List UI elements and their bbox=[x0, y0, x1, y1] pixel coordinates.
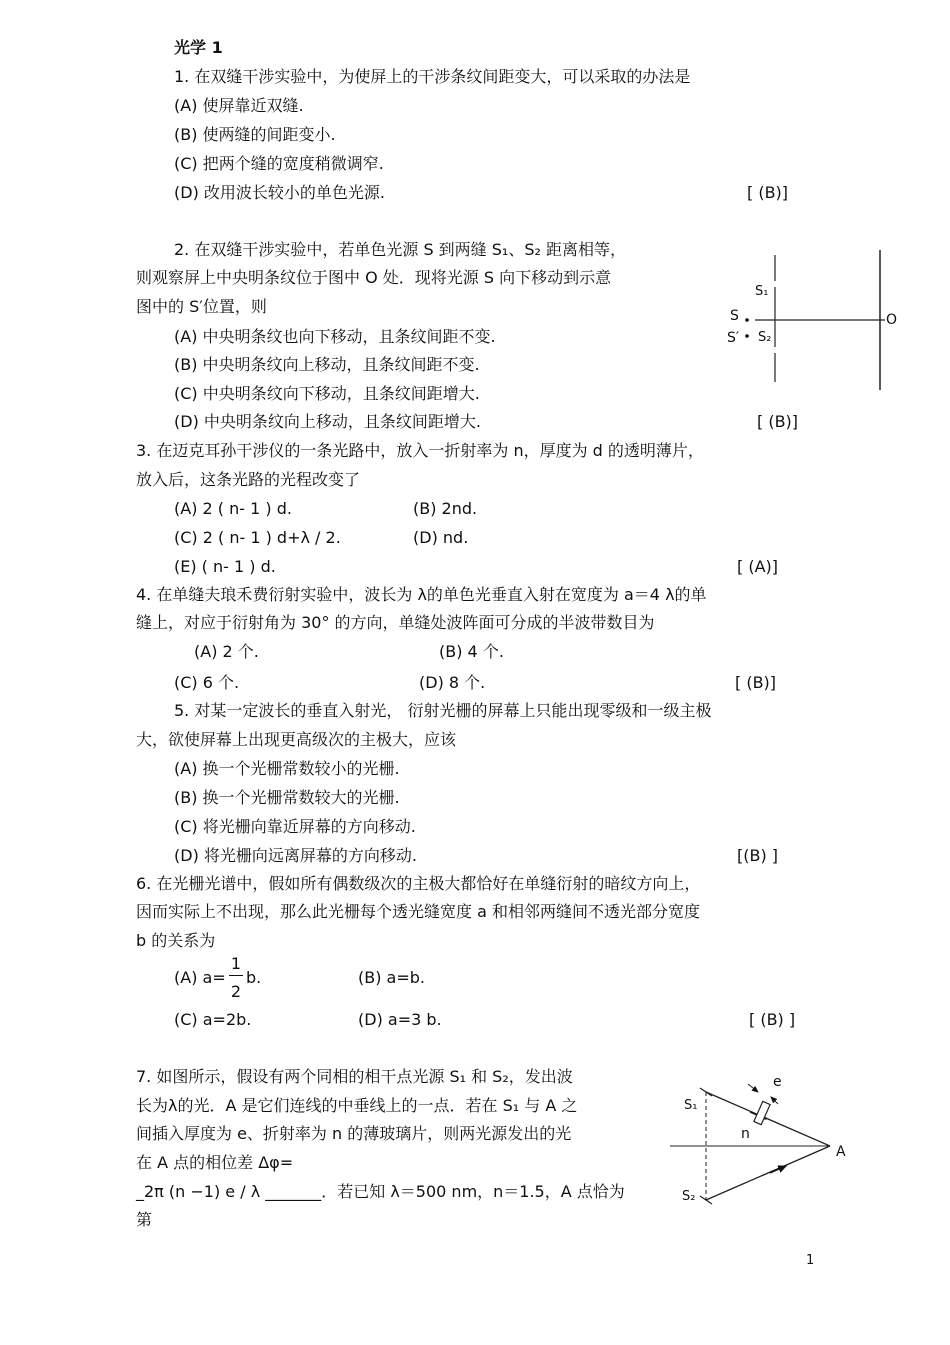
q1-answer: [ (B)] bbox=[747, 183, 789, 202]
q2-option-c: (C) 中央明条纹向下移动，且条纹间距增大. bbox=[174, 384, 480, 403]
q3-option-e: (E) ( n- 1 ) d. bbox=[174, 557, 276, 576]
q7-stem-line-5: _2π (n −1) e / λ _______．若已知 λ＝500 nm，n＝1.5，A 点恰为 bbox=[136, 1182, 625, 1201]
q3-answer: [ (A)] bbox=[737, 557, 778, 576]
q2-option-b: (B) 中央明条纹向上移动，且条纹间距不变. bbox=[174, 355, 480, 374]
q2-fig-label-s1: S₁ bbox=[755, 284, 769, 299]
q1-option-a: (A) 使屏靠近双缝. bbox=[174, 96, 304, 115]
q1-stem: 1. 在双缝干涉实验中，为使屏上的干涉条纹间距变大，可以采取的办法是 bbox=[174, 67, 691, 86]
q3-option-d: (D) nd. bbox=[413, 528, 469, 547]
q7-stem-line-1: 7. 如图所示，假设有两个同相的相干点光源 S₁ 和 S₂，发出波 bbox=[136, 1067, 573, 1086]
q4-option-b: (B) 4 个. bbox=[439, 642, 504, 661]
q5-option-c: (C) 将光栅向靠近屏幕的方向移动. bbox=[174, 817, 416, 836]
q2-answer: [ (B)] bbox=[757, 412, 799, 431]
q6-fraction-bar bbox=[229, 975, 243, 976]
q3-option-b: (B) 2nd. bbox=[413, 499, 478, 518]
page-number: 1 bbox=[806, 1253, 815, 1268]
q6-answer: [ (B) ] bbox=[749, 1010, 796, 1029]
q7-fig-label-s2: S₂ bbox=[682, 1189, 696, 1204]
q7-stem-line-3: 间插入厚度为 e、折射率为 n 的薄玻璃片，则两光源发出的光 bbox=[136, 1124, 572, 1143]
q6-option-d: (D) a=3 b. bbox=[358, 1010, 442, 1029]
q5-stem-line-2: 大，欲使屏幕上出现更高级次的主极大，应该 bbox=[136, 730, 457, 749]
q1-option-b: (B) 使两缝的间距变小. bbox=[174, 125, 336, 144]
q3-option-c: (C) 2 ( n- 1 ) d+λ / 2. bbox=[174, 528, 341, 547]
q2-stem-line-2: 则观察屏上中央明条纹位于图中 O 处．现将光源 S 向下移动到示意 bbox=[136, 268, 612, 287]
q4-option-c: (C) 6 个. bbox=[174, 673, 240, 692]
q3-stem-line-2: 放入后，这条光路的光程改变了 bbox=[136, 470, 361, 489]
q5-stem-line-1: 5. 对某一定波长的垂直入射光， 衍射光栅的屏幕上只能出现零级和一级主极 bbox=[174, 701, 712, 720]
q5-option-d: (D) 将光栅向远离屏幕的方向移动. bbox=[174, 846, 417, 865]
q6-stem-line-2: 因而实际上不出现，那么此光栅每个透光缝宽度 a 和相邻两缝间不透光部分宽度 bbox=[136, 902, 700, 921]
q6-fraction-numerator: 1 bbox=[230, 954, 242, 973]
q2-stem-line-3: 图中的 S′位置，则 bbox=[136, 297, 267, 316]
q7-fig-label-n: n bbox=[741, 1126, 750, 1142]
q1-option-d: (D) 改用波长较小的单色光源. bbox=[174, 183, 385, 202]
q6-option-c: (C) a=2b. bbox=[174, 1010, 252, 1029]
q5-option-a: (A) 换一个光栅常数较小的光栅. bbox=[174, 759, 400, 778]
q6-stem-line-1: 6. 在光栅光谱中，假如所有偶数级次的主极大都恰好在单缝衍射的暗纹方向上， bbox=[136, 874, 701, 893]
q6-fraction-denominator: 2 bbox=[230, 982, 242, 1001]
q2-option-d: (D) 中央明条纹向上移动，且条纹间距增大. bbox=[174, 412, 481, 431]
q4-answer: [ (B)] bbox=[735, 673, 777, 692]
q7-fig-label-e: e bbox=[773, 1074, 782, 1090]
q7-fig-label-a: A bbox=[836, 1144, 846, 1160]
q4-option-a: (A) 2 个. bbox=[194, 642, 259, 661]
page-title: 光学 1 bbox=[174, 38, 223, 57]
q2-fig-label-o: O bbox=[886, 312, 898, 328]
q7-fig-label-s1: S₁ bbox=[684, 1098, 698, 1113]
q3-stem-line-1: 3. 在迈克耳孙干涉仪的一条光路中，放入一折射率为 n，厚度为 d 的透明薄片， bbox=[136, 441, 704, 460]
q4-stem-line-2: 缝上，对应于衍射角为 30° 的方向，单缝处波阵面可分成的半波带数目为 bbox=[136, 613, 655, 632]
q2-fig-label-s: S bbox=[730, 308, 739, 324]
q7-two-source-figure bbox=[670, 1070, 860, 1220]
q6-option-a-suffix: b. bbox=[246, 968, 262, 987]
q1-option-c: (C) 把两个缝的宽度稍微调窄. bbox=[174, 154, 384, 173]
q6-option-b: (B) a=b. bbox=[358, 968, 425, 987]
q5-option-b: (B) 换一个光栅常数较大的光栅. bbox=[174, 788, 400, 807]
q2-double-slit-figure bbox=[725, 245, 898, 395]
q5-answer: [(B) ] bbox=[737, 846, 779, 865]
q2-fig-label-s2: S₂ bbox=[758, 330, 772, 345]
q2-option-a: (A) 中央明条纹也向下移动，且条纹间距不变. bbox=[174, 327, 496, 346]
q6-stem-line-3: b 的关系为 bbox=[136, 931, 216, 950]
q2-fig-label-s-prime: S′ bbox=[727, 330, 740, 346]
q4-option-d: (D) 8 个. bbox=[419, 673, 486, 692]
q2-stem-line-1: 2. 在双缝干涉实验中，若单色光源 S 到两缝 S₁、S₂ 距离相等， bbox=[174, 240, 626, 259]
q7-stem-line-2: 长为λ的光．A 是它们连线的中垂线上的一点．若在 S₁ 与 A 之 bbox=[136, 1096, 578, 1115]
q4-stem-line-1: 4. 在单缝夫琅禾费衍射实验中，波长为 λ的单色光垂直入射在宽度为 a＝4 λ的单 bbox=[136, 585, 707, 604]
q7-stem-line-4: 在 A 点的相位差 Δφ= bbox=[136, 1153, 294, 1172]
q6-option-a-prefix: (A) a= bbox=[174, 968, 226, 987]
q3-option-a: (A) 2 ( n- 1 ) d. bbox=[174, 499, 292, 518]
q7-stem-line-6: 第 bbox=[136, 1210, 153, 1229]
